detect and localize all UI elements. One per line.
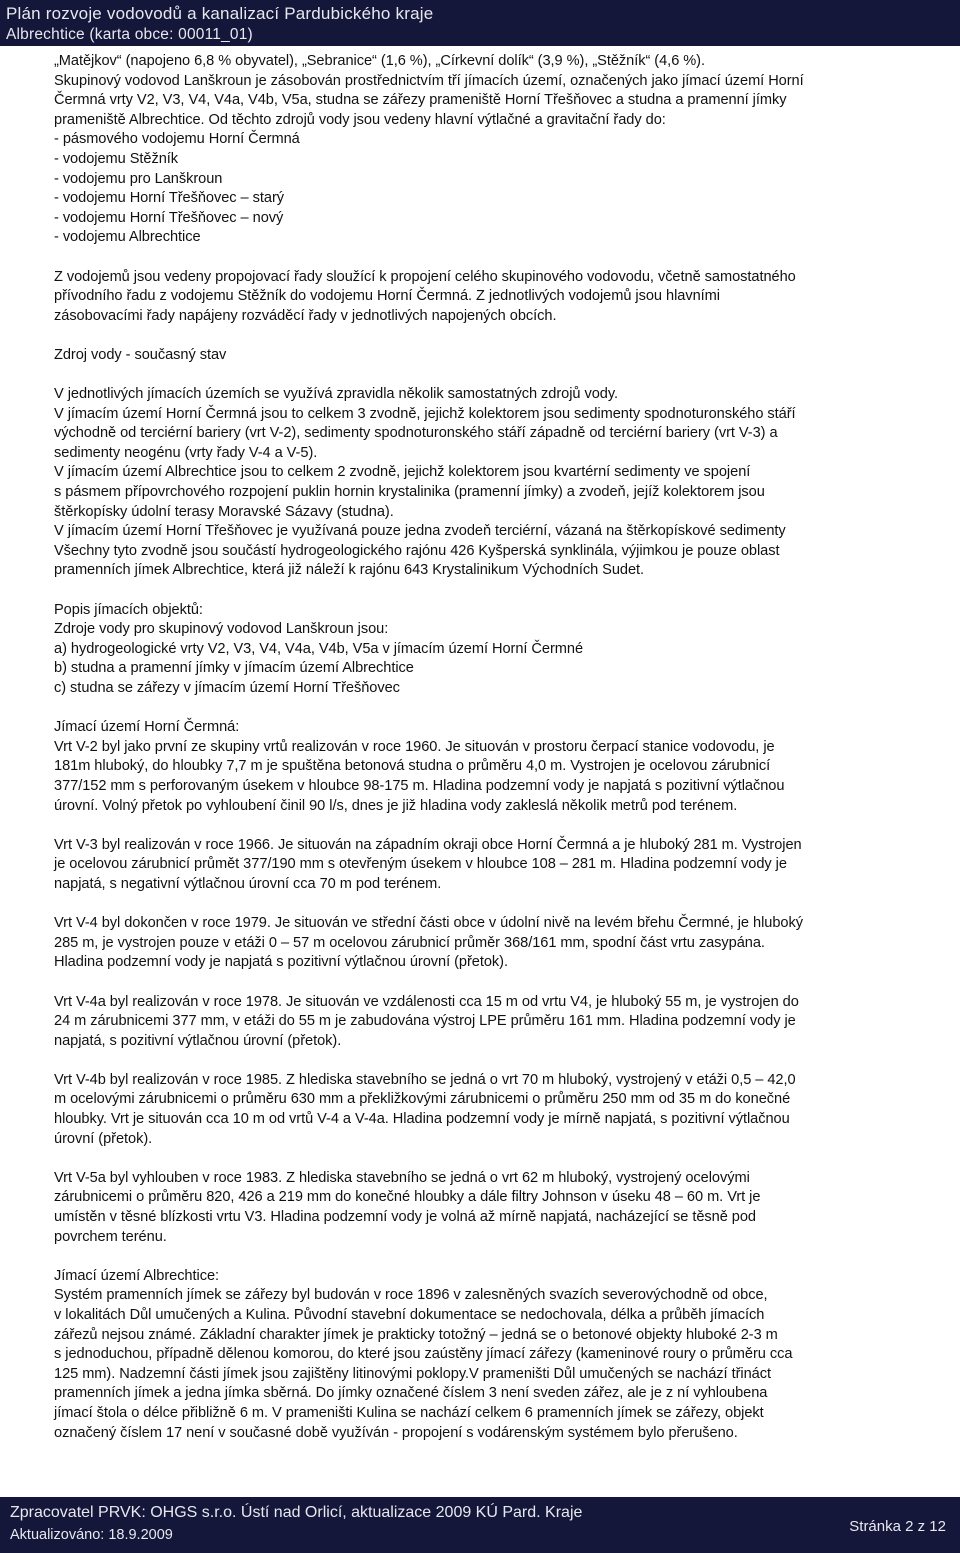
text-line: s jednoduchou, případně dělenou komorou, do které jsou zaústěny jímací zářezy (kameninové roury o průměru cca [54,1346,793,1363]
text-line: pramenních jímek Albrechtice, která již náleží k rajónu 643 Krystalinikum Východních Sudet. [54,562,645,579]
text-line: - vodojemu Stěžník [54,150,179,167]
document-subtitle: Albrechtice (karta obce: 00011_01) [6,26,253,43]
text-line: Vrt V-4a byl realizován v roce 1978. Je situován ve vzdálenosti cca 15 m od vrtu V4, je hluboký 55 m, je vystrojen do [54,993,799,1010]
paragraph-gap [54,973,938,993]
text-line: Skupinový vodovod Lanškroun je zásobován prostřednictvím tří jímacích území, označených jako jímací území Horní [54,72,804,89]
paragraph-gap [54,1051,938,1071]
text-line: hloubky. Vrt je situován cca 10 m od vrtů V-4 a V-4a. Hladina podzemní vody je mírně napjatá, s pozitivní výtlačnou [54,1111,790,1128]
text-line: Jímací území Albrechtice: [54,1267,220,1284]
text-line: V jednotlivých jímacích územích se využívá zpravidla několik samostatných zdrojů vody. [54,386,619,403]
text-line: Vrt V-3 byl realizován v roce 1966. Je situován na západním okraji obce Horní Čermná a je hluboký 281 m. Vystrojen [54,836,802,853]
text-line: 125 mm). Nadzemní části jímek jsou zajištěny litinovými poklopy.V prameništi Důl umučených se nachází třináct [54,1365,771,1382]
text-line: Vrt V-2 byl jako první ze skupiny vrtů realizován v roce 1960. Je situován v prostoru čerpací stanice vodovodu, je [54,738,775,755]
text-line: umístěn v těsné blízkosti vrtu V3. Hladina podzemní vody je volná až mírně napjatá, nacházející se těsně pod [54,1209,756,1226]
text-line: b) studna a pramenní jímky v jímacím území Albrechtice [54,660,414,677]
text-line: - vodojemu Horní Třešňovec – starý [54,190,285,207]
paragraph-gap [54,366,938,386]
text-line: V jímacím území Horní Třešňovec je využívaná pouze jedna zvodeň terciérní, vázaná na štěrkopískové sedimenty [54,523,786,540]
text-line: V jímacím území Horní Čermná jsou to celkem 3 zvodně, jejichž kolektorem jsou sedimenty spodnoturonského stáří [54,405,796,422]
text-line: V jímacím území Albrechtice jsou to celkem 2 zvodně, jejichž kolektorem jsou kvartérní sedimenty ve spojení [54,464,751,481]
text-line: 24 m zárubnicemi 377 mm, v etáži do 55 m je zabudována výstroj LPE průměru 161 mm. Hladina podzemní vody je [54,1013,796,1030]
text-line: - pásmového vodojemu Horní Čermná [54,131,300,148]
text-line: Systém pramenních jímek se zářezy byl budován v roce 1896 v zalesněných svazích severovýchodně od obce, [54,1287,768,1304]
text-line: Čermná vrty V2, V3, V4, V4a, V4b, V5a, studna se zářezy prameniště Horní Třešňovec a studna a pramenní jímky [54,92,787,109]
footer-updated: Aktualizováno: 18.9.2009 [10,1527,173,1543]
text-line: přívodního řadu z vodojemu Stěžník do vodojemu Horní Čermná. Z jednotlivých vodojemů jsou hlavními [54,288,720,305]
text-line: - vodojemu pro Lanškroun [54,170,223,187]
text-line: Hladina podzemní vody je napjatá s pozitivní výtlačnou úrovní (přetok). [54,954,508,971]
text-line: - vodojemu Horní Třešňovec – nový [54,209,284,226]
text-line: Vrt V-4 byl dokončen v roce 1979. Je situován ve střední části obce v údolní nivě na levém břehu Čermné, je hluboký [54,915,803,932]
text-line: napjatá, s negativní výtlačnou úrovní cca 70 m pod terénem. [54,875,442,892]
text-line: c) studna se zářezy v jímacím území Horní Třešňovec [54,680,400,696]
page-footer [0,1497,960,1553]
footer-processor: Zpracovatel PRVK: OHGS s.r.o. Ústí nad Orlicí, aktualizace 2009 KÚ Pard. Kraje [10,1504,583,1521]
text-line: je ocelovou zárubnicí průmět 377/190 mm s otevřeným úsekem v hloubce 108 – 281 m. Hladina podzemní vody je [54,856,787,873]
text-line: východně od terciérní bariery (vrt V-2), sedimenty spodnoturonského stáří západně od terciérní bariery (vrt V-3) a [54,425,778,442]
paragraph-gap [54,816,938,836]
page-number: Stránka 2 z 12 [849,1518,946,1535]
paragraph-gap [54,699,938,719]
text-line: Vrt V-4b byl realizován v roce 1985. Z hlediska stavebního se jedná o vrt 70 m hluboký, vystrojený v etáži 0,5 – 42,0 [54,1071,796,1088]
paragraph-gap [54,326,938,346]
document-body [54,52,938,1443]
text-line: s pásmem přípovrchového rozpojení puklin hornin krystalinika (pramenní jímky) a zvodeň, jejíž kolektorem jsou [54,484,765,501]
paragraph-gap [54,1247,938,1267]
text-line: jímací štola o délce přibližně 6 m. V prameništi Kulina se nachází celkem 6 pramenních jímek se zářezy, objekt [54,1404,764,1421]
text-line: úrovní (přetok). [54,1130,153,1147]
text-line: Zdroje vody pro skupinový vodovod Lanškroun jsou: [54,621,389,638]
text-line: zářezů nejsou známé. Základní charakter jímek je prakticky totožný – jedná se o betonové objekty hluboké 2-3 m [54,1326,778,1343]
text-line: povrchem terénu. [54,1228,167,1245]
text-line: Vrt V-5a byl vyhlouben v roce 1983. Z hlediska stavebního se jedná o vrt 62 m hluboký, vystrojený ocelovými [54,1169,750,1186]
text-line: a) hydrogeologické vrty V2, V3, V4, V4a, V4b, V5a v jímacím území Horní Čermné [54,640,584,657]
text-line: Jímací území Horní Čermná: [54,719,240,736]
text-line: „Matějkov“ (napojeno 6,8 % obyvatel), „Sebranice“ (1,6 %), „Církevní dolík“ (3,9 %), „Stěžník“ (4,6 %). [54,53,705,69]
text-line: označený číslem 17 není v současné době využíván - propojení s vodárenským systémem bylo přerušeno. [54,1424,738,1441]
text-line: zásobovacími řady napájeny rozváděcí řady v jednotlivých napojených obcích. [54,307,557,324]
text-line: - vodojemu Albrechtice [54,229,201,246]
paragraph-gap [54,581,938,601]
text-line: m ocelovými zárubnicemi o průměru 630 mm a překližkovými zárubnicemi o průměru 250 mm od 35 m do konečné [54,1091,791,1108]
text-line: 181m hluboký, do hloubky 7,7 m je spuštěna betonová studna o průměru 4,0 m. Vystrojen je ocelovou zárubnicí [54,758,771,775]
paragraph-gap [54,1149,938,1169]
paragraph-gap [54,248,938,268]
text-line: prameniště Albrechtice. Od těchto zdrojů vody jsou vedeny hlavní výtlačné a gravitační řady do: [54,111,666,128]
text-line: 285 m, je vystrojen pouze v etáži 0 – 57 m ocelovou zárubnicí průměr 368/161 mm, spodní část vrtu zasypána. [54,934,765,951]
text-line: Z vodojemů jsou vedeny propojovací řady sloužící k propojení celého skupinového vodovodu, včetně samostatného [54,268,796,285]
document-title: Plán rozvoje vodovodů a kanalizací Pardubického kraje [6,4,434,23]
text-line: Všechny tyto zvodně jsou součástí hydrogeologického rajónu 426 Kyšperská synklinála, výjimkou je pouze oblast [54,542,780,559]
text-line: 377/152 mm s perforovaným úsekem v hloubce 98-175 m. Hladina podzemní vody je napjatá s pozitivní výtlačnou [54,777,785,794]
text-line: pramenních jímek a jedna jímka sběrná. Do jímky označené číslem 3 není sveden zářez, ale je z ní vyhloubena [54,1385,768,1402]
text-line: sedimenty neogénu (vrty řady V-4 a V-5). [54,444,318,461]
text-line: Popis jímacích objektů: [54,601,203,618]
text-line: úrovní. Volný přetok po vyhloubení činil 90 l/s, dnes je již hladina vody zakleslá několik metrů pod terénem. [54,797,738,814]
text-line: v lokalitách Důl umučených a Kulina. Původní stavební dokumentace se nedochovala, délka a průběh jímacích [54,1307,765,1323]
text-line: napjatá, s pozitivní výtlačnou úrovní (přetok). [54,1032,342,1049]
text-line: štěrkopísky údolní terasy Moravské Sázavy (studna). [54,503,394,520]
page-header [0,0,960,46]
text-line: Zdroj vody - současný stav [54,346,227,363]
text-line: zárubnicemi o průměru 820, 426 a 219 mm do konečné hloubky a dále filtry Johnson v úseku 48 – 60 m. Vrt je [54,1189,761,1206]
paragraph-gap [54,895,938,915]
